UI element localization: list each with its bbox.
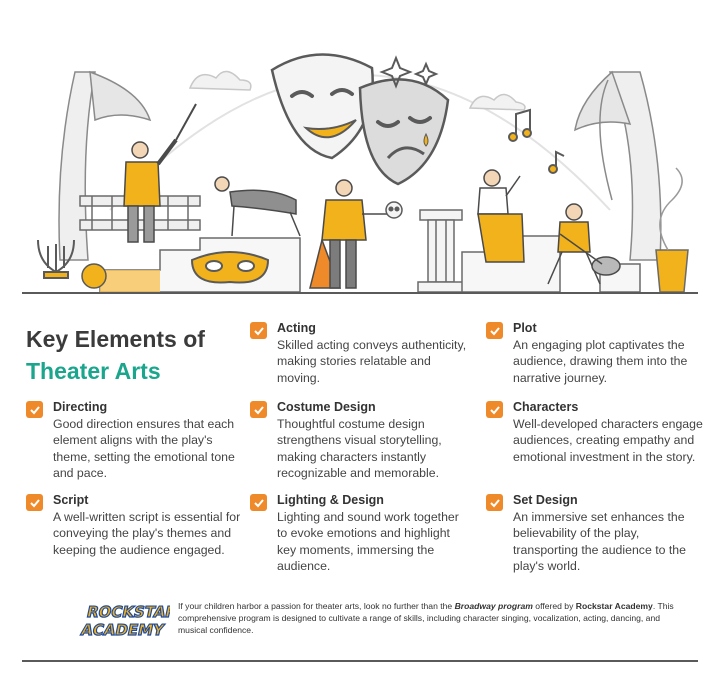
element-acting bbox=[250, 320, 468, 386]
title-line-1: Key Elements of bbox=[26, 326, 205, 352]
title-line-2: Theater Arts bbox=[26, 358, 161, 384]
element-title: Set Design bbox=[513, 493, 578, 507]
section-title bbox=[26, 325, 246, 385]
element-characters bbox=[486, 399, 704, 465]
footer-text-1: If your children harbor a passion for theater arts, look no further than the bbox=[178, 601, 455, 611]
footer-description bbox=[178, 600, 678, 636]
checkbox-icon bbox=[250, 494, 267, 511]
element-title: Script bbox=[53, 493, 89, 507]
org-name: Rockstar Academy bbox=[575, 601, 653, 611]
element-text: An engaging plot captivates the audience, drawing them into the narrative journey. bbox=[513, 338, 688, 385]
rockstar-academy-logo bbox=[78, 598, 170, 642]
element-costume-design bbox=[250, 399, 472, 481]
bottom-divider bbox=[22, 660, 698, 662]
checkbox-icon bbox=[486, 401, 503, 418]
element-plot bbox=[486, 320, 704, 386]
checkbox-icon bbox=[26, 401, 43, 418]
footer-text-2: offered by bbox=[532, 601, 576, 611]
element-lighting-design bbox=[250, 492, 468, 574]
crawling-figure bbox=[215, 177, 300, 236]
element-script bbox=[26, 492, 246, 558]
element-title: Directing bbox=[53, 400, 108, 414]
urn-icon bbox=[656, 168, 688, 292]
masquerade-mask-icon bbox=[192, 252, 268, 283]
checkbox-icon bbox=[486, 494, 503, 511]
checkbox-icon bbox=[250, 401, 267, 418]
element-text: Good direction ensures that each element aligns with the play's theme, setting the emotional tone and pace. bbox=[53, 417, 235, 480]
checkbox-icon bbox=[486, 322, 503, 339]
element-title: Acting bbox=[277, 321, 316, 335]
element-directing bbox=[26, 399, 246, 481]
element-text: Skilled acting conveys authenticity, making stories relatable and moving. bbox=[277, 338, 467, 385]
skull-icon bbox=[386, 202, 402, 218]
element-text: Well-developed characters engage audiences, creating empathy and emotional investment in the story. bbox=[513, 417, 703, 464]
stage-floor-divider bbox=[22, 292, 698, 294]
logo-line-2: ACADEMY bbox=[79, 621, 166, 639]
element-text: A well-written script is essential for conveying the play's themes and keeping the audience engaged. bbox=[53, 510, 241, 557]
theater-illustration bbox=[0, 0, 720, 300]
tragedy-mask-icon bbox=[360, 79, 448, 184]
ball-icon bbox=[82, 264, 106, 288]
element-text: Lighting and sound work together to evoke emotions and highlight key moments, immersing the audience. bbox=[277, 510, 459, 573]
program-link[interactable]: Broadway program bbox=[454, 601, 533, 611]
element-title: Costume Design bbox=[277, 400, 376, 414]
checkbox-icon bbox=[26, 494, 43, 511]
element-title: Characters bbox=[513, 400, 579, 414]
element-text: An immersive set enhances the believability of the play, transporting the audience to the play's world. bbox=[513, 510, 686, 573]
comedy-mask-icon bbox=[272, 54, 373, 158]
element-title: Plot bbox=[513, 321, 537, 335]
woman-figure bbox=[478, 170, 524, 262]
element-text: Thoughtful costume design strengthens visual storytelling, making characters instantly recognizable and memorable. bbox=[277, 417, 442, 480]
hamlet-figure bbox=[310, 180, 388, 288]
column-icon bbox=[418, 210, 464, 292]
element-title: Lighting & Design bbox=[277, 493, 384, 507]
footer-text-3: . This comprehensive program is designed to cultivate a range of skills, including character singing, vocalization, acting, dancing, and musical confidence. bbox=[178, 601, 674, 635]
logo-line-1: ROCKSTAR bbox=[85, 603, 170, 621]
element-set-design bbox=[486, 492, 698, 574]
checkbox-icon bbox=[250, 322, 267, 339]
